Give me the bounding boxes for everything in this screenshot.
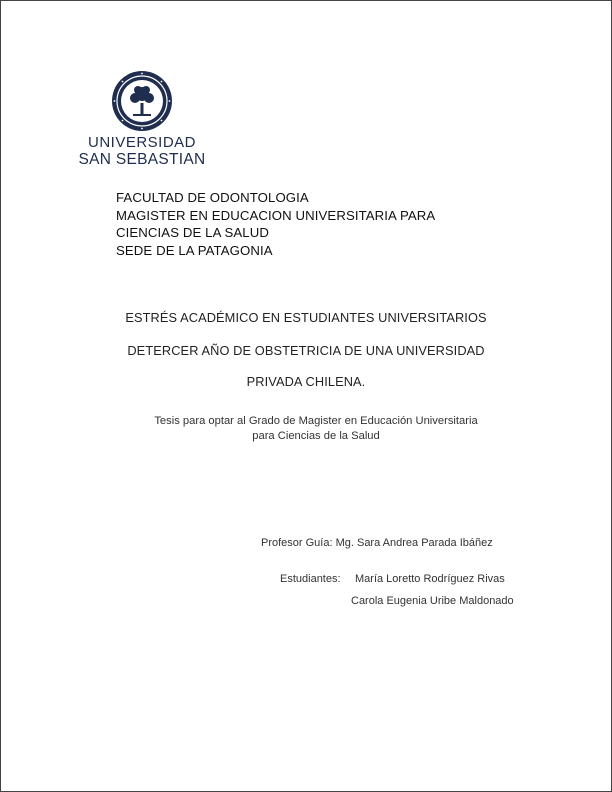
degree-statement-line-1: Tesis para optar al Grado de Magister en Educación Universitaria [154, 415, 478, 427]
program-line: MAGISTER EN EDUCACION UNIVERSITARIA PARA [116, 207, 436, 223]
degree-statement-line-2: para Ciencias de la Salud [252, 430, 380, 442]
logo-name-line: SAN SEBASTIAN [78, 151, 206, 168]
program-line-cont: CIENCIAS DE LA SALUD [116, 225, 269, 240]
degree-statement [0, 414, 612, 444]
thesis-title-line-3: PRIVADA CHILENA. [246, 374, 366, 389]
faculty-line: FACULTAD DE ODONTOLOGIA [116, 190, 309, 205]
faculty-block [116, 189, 435, 259]
thesis-title-line-1: ESTRÉS ACADÉMICO EN ESTUDIANTES UNIVERSITARIOS [125, 310, 487, 325]
thesis-title-line-2: DETERCER AÑO DE OBSTETRICIA DE UNA UNIVERSIDAD [127, 343, 485, 358]
guide-professor: Profesor Guía: Mg. Sara Andrea Parada Ibáñez [261, 537, 493, 549]
university-logo [72, 70, 212, 168]
tree-seal-icon [111, 70, 173, 132]
student-name-1: María Loretto Rodríguez Rivas [355, 573, 505, 585]
student-name-2: Carola Eugenia Uribe Maldonado [351, 595, 514, 607]
logo-university-line: UNIVERSIDAD [87, 134, 197, 151]
students-label: Estudiantes: [280, 573, 341, 585]
campus-line: SEDE DE LA PATAGONIA [116, 242, 273, 258]
